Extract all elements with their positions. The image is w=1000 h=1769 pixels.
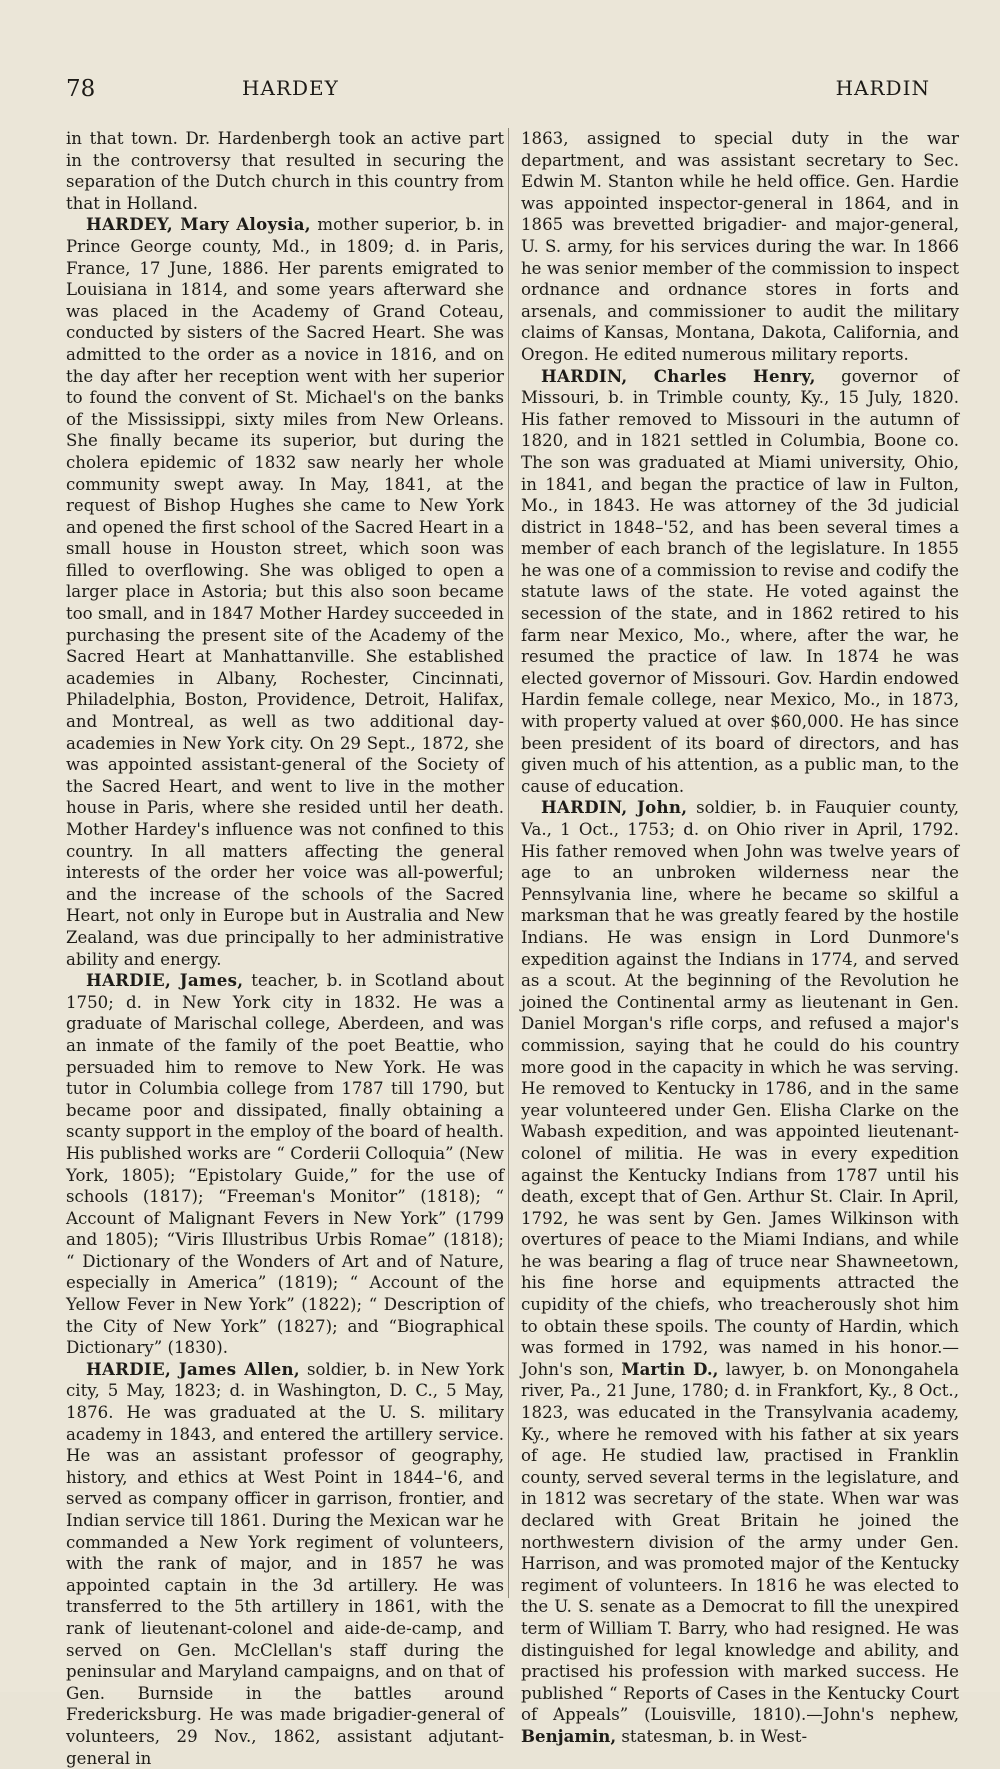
entry-body: mother superior, b. in Prince George county, Md., in 1809; d. in Paris, France, 17 June, 1886. Her parents emigrated to Louisiana in 1814, and some years afterward she was placed in the Academy of Grand Coteau, conducted by sisters of the Sacred Heart. She was admitted to the order as a novice in 1816, and on the day after her reception went with her superior to found the convent of St. Michael's on the banks of the Mississippi, sixty miles from New Orleans. She finally became its superior, but during the cholera epidemic of 1832 saw nearly her whole community swept away. In May, 1841, at the request of Bishop Hughes she came to New York and opened the first school of the Sacred Heart in a small house in Houston street, which soon was filled to overflowing. She was obliged to open a larger place in Astoria; but this also soon became too small, and in 1847 Mother Hardey succeeded in purchasing the present site of the Academy of the Sacred Heart at Manhattanville. She established academies in Albany, Rochester, Cincinnati, Philadelphia, Boston, Providence, Detroit, Halifax, and Montreal, as well as two additional day-academies in New York city. On 29 Sept., 1872, she was appointed assistant-general of the Society of the Sacred Heart, and went to live in the mother house in Paris, where she resided until her death. Mother Hardey's influence was not confined to this country. In all matters affecting the general interests of the order her voice was all-powerful; and the increase of the schools of the Sacred Heart, not only in Europe but in Australia and New Zealand, was due principally to her administrative ability and energy.	[66, 215, 504, 969]
continued-paragraph: in that town. Dr. Hardenbergh took an active part in the controversy that resulted in securing the separation of the Dutch church in this country from that in Holland.	[66, 129, 504, 213]
header-left-word: HARDEY	[242, 76, 339, 100]
entry-hardin-john	[521, 797, 959, 1747]
entry-body: statesman, b. in West-	[616, 1726, 808, 1746]
continued-paragraph: 1863, assigned to special duty in the war department, and was assistant secretary to Sec. Edwin M. Stanton while he held office. Gen. Hardie was appointed inspector-general in 1864, and in 1865 was brevetted brigadier- and major-general, U. S. army, for his services during the war. In 1866 he was senior member of the commission to inspect ordnance and ordnance stores in forts and arsenals, and commissioner to audit the military claims of Kansas, Montana, Dakota, California, and Oregon. He edited numerous military reports.	[521, 129, 959, 364]
entry-headword: HARDIN, John,	[541, 797, 688, 818]
entry-body: lawyer, b. on Monongahela river, Pa., 21 June, 1780; d. in Frankfort, Ky., 8 Oct., 1823, was educated in the Transylvania academy, Ky., where he removed with his father at six years of age. He studied law, practised in Franklin county, served several terms in the legislature, and in 1812 was secretary of the state. When war was declared with Great Britain he joined the northwestern division of the army under Gen. Harrison, and was promoted major of the Kentucky regiment of volunteers. In 1816 he was elected to the U. S. senate as a Democrat to fill the unexpired term of William T. Barry, who had resigned. He was distinguished for legal knowledge and ability, and practised his profession with marked success. He published “ Reports of Cases in the Kentucky Court of Appeals” (Louisville, 1810).—John's nephew,	[521, 1359, 959, 1725]
right-column	[521, 128, 959, 1748]
entry-body: soldier, b. in Fauquier county, Va., 1 Oct., 1753; d. on Ohio river in April, 1792. His father removed when John was twelve years of age to an unbroken wilderness near the Pennsylvania line, where he became so skilful a marksman that he was greatly feared by the hostile Indians. He was ensign in Lord Dunmore's expedition against the Indians in 1774, and served as a scout. At the beginning of the Revolution he joined the Continental army as lieutenant in Gen. Daniel Morgan's rifle corps, and refused a major's commission, saying that he could do his country more good in the capacity in which he was serving. He removed to Kentucky in 1786, and in the same year volunteered under Gen. Elisha Clarke on the Wabash expedition, and was appointed lieutenant-colonel of militia. He was in every expedition against the Kentucky Indians from 1787 until his death, except that of Gen. Arthur St. Clair. In April, 1792, he was sent by Gen. James Wilkinson with overtures of peace to the Miami Indians, and while he was bearing a flag of truce near Shawneetown, his fine horse and equipments attracted the cupidity of the chiefs, who treacherously shot him to obtain these spoils. The county of Hardin, which was formed in 1792, was named in his honor.—John's son,	[521, 798, 959, 1379]
entry-hardey-mary-aloysia	[66, 214, 504, 970]
left-column	[66, 128, 504, 1769]
entry-headword: HARDIE, James,	[86, 970, 244, 991]
sub-entry-name-benjamin: Benjamin,	[521, 1725, 617, 1746]
entry-body: governor of Missouri, b. in Trimble county, Ky., 15 July, 1820. His father removed to Missouri in the autumn of 1820, and in 1821 settled in Columbia, Boone co. The son was graduated at Miami university, Ohio, in 1841, and began the practice of law in Fulton, Mo., in 1843. He was attorney of the 3d judicial district in 1848–'52, and has been several times a member of each branch of the legislature. In 1855 he was one of a commission to revise and codify the statute laws of the state. He voted against the secession of the state, and in 1862 retired to his farm near Mexico, Mo., where, after the war, he resumed the practice of law. In 1874 he was elected governor of Missouri. Gov. Hardin endowed Hardin female college, near Mexico, Mo., in 1873, with property valued at over $60,000. He has since been president of its board of directors, and has given much of his attention, as a public man, to the cause of education.	[521, 366, 960, 796]
header-right-word: HARDIN	[835, 76, 930, 100]
column-divider	[508, 128, 509, 1598]
sub-entry-name-martin: Martin D.,	[621, 1358, 719, 1379]
entry-hardie-james	[66, 970, 504, 1359]
entry-headword: HARDEY, Mary Aloysia,	[86, 214, 311, 235]
entry-body: soldier, b. in New York city, 5 May, 1823; d. in Washington, D. C., 5 May, 1876. He was graduated at the U. S. military academy in 1843, and entered the artillery service. He was an assistant professor of geography, history, and ethics at West Point in 1844–'6, and served as company officer in garrison, frontier, and Indian service till 1861. During the Mexican war he commanded a New York regiment of volunteers, with the rank of major, and in 1857 he was appointed captain in the 3d artillery. He was transferred to the 5th artillery in 1861, with the rank of lieutenant-colonel and aide-de-camp, and served on Gen. McClellan's staff during the peninsular and Maryland campaigns, and on that of Gen. Burnside in the battles around Fredericksburg. He was made brigadier-general of volunteers, 29 Nov., 1862, assistant adjutant-general in	[66, 1359, 505, 1768]
entry-body: teacher, b. in Scotland about 1750; d. in New York city in 1832. He was a graduate of Marischal college, Aberdeen, and was an inmate of the family of the poet Beattie, who persuaded him to remove to New York. He was tutor in Columbia college from 1787 till 1790, but became poor and dissipated, finally obtaining a scanty support in the employ of the board of health. His published works are “ Corderii Colloquia” (New York, 1805); “Epistolary Guide,” for the use of schools (1817); “Freeman's Monitor” (1818); “ Account of Malignant Fevers in New York” (1799 and 1805); “Viris Illustribus Urbis Romae” (1818); “ Dictionary of the Wonders of Art and of Nature, especially in America” (1819); “ Account of the Yellow Fever in New York” (1822); “ Description of the City of New York” (1827); and “Biographical Dictionary” (1830).	[66, 971, 504, 1358]
entry-hardin-charles-henry	[521, 366, 959, 798]
page-number: 78	[66, 76, 96, 102]
entry-headword: HARDIN, Charles Henry,	[541, 365, 816, 386]
entry-hardie-james-allen	[66, 1359, 504, 1769]
entry-headword: HARDIE, James Allen,	[86, 1358, 300, 1379]
running-header	[66, 76, 942, 110]
